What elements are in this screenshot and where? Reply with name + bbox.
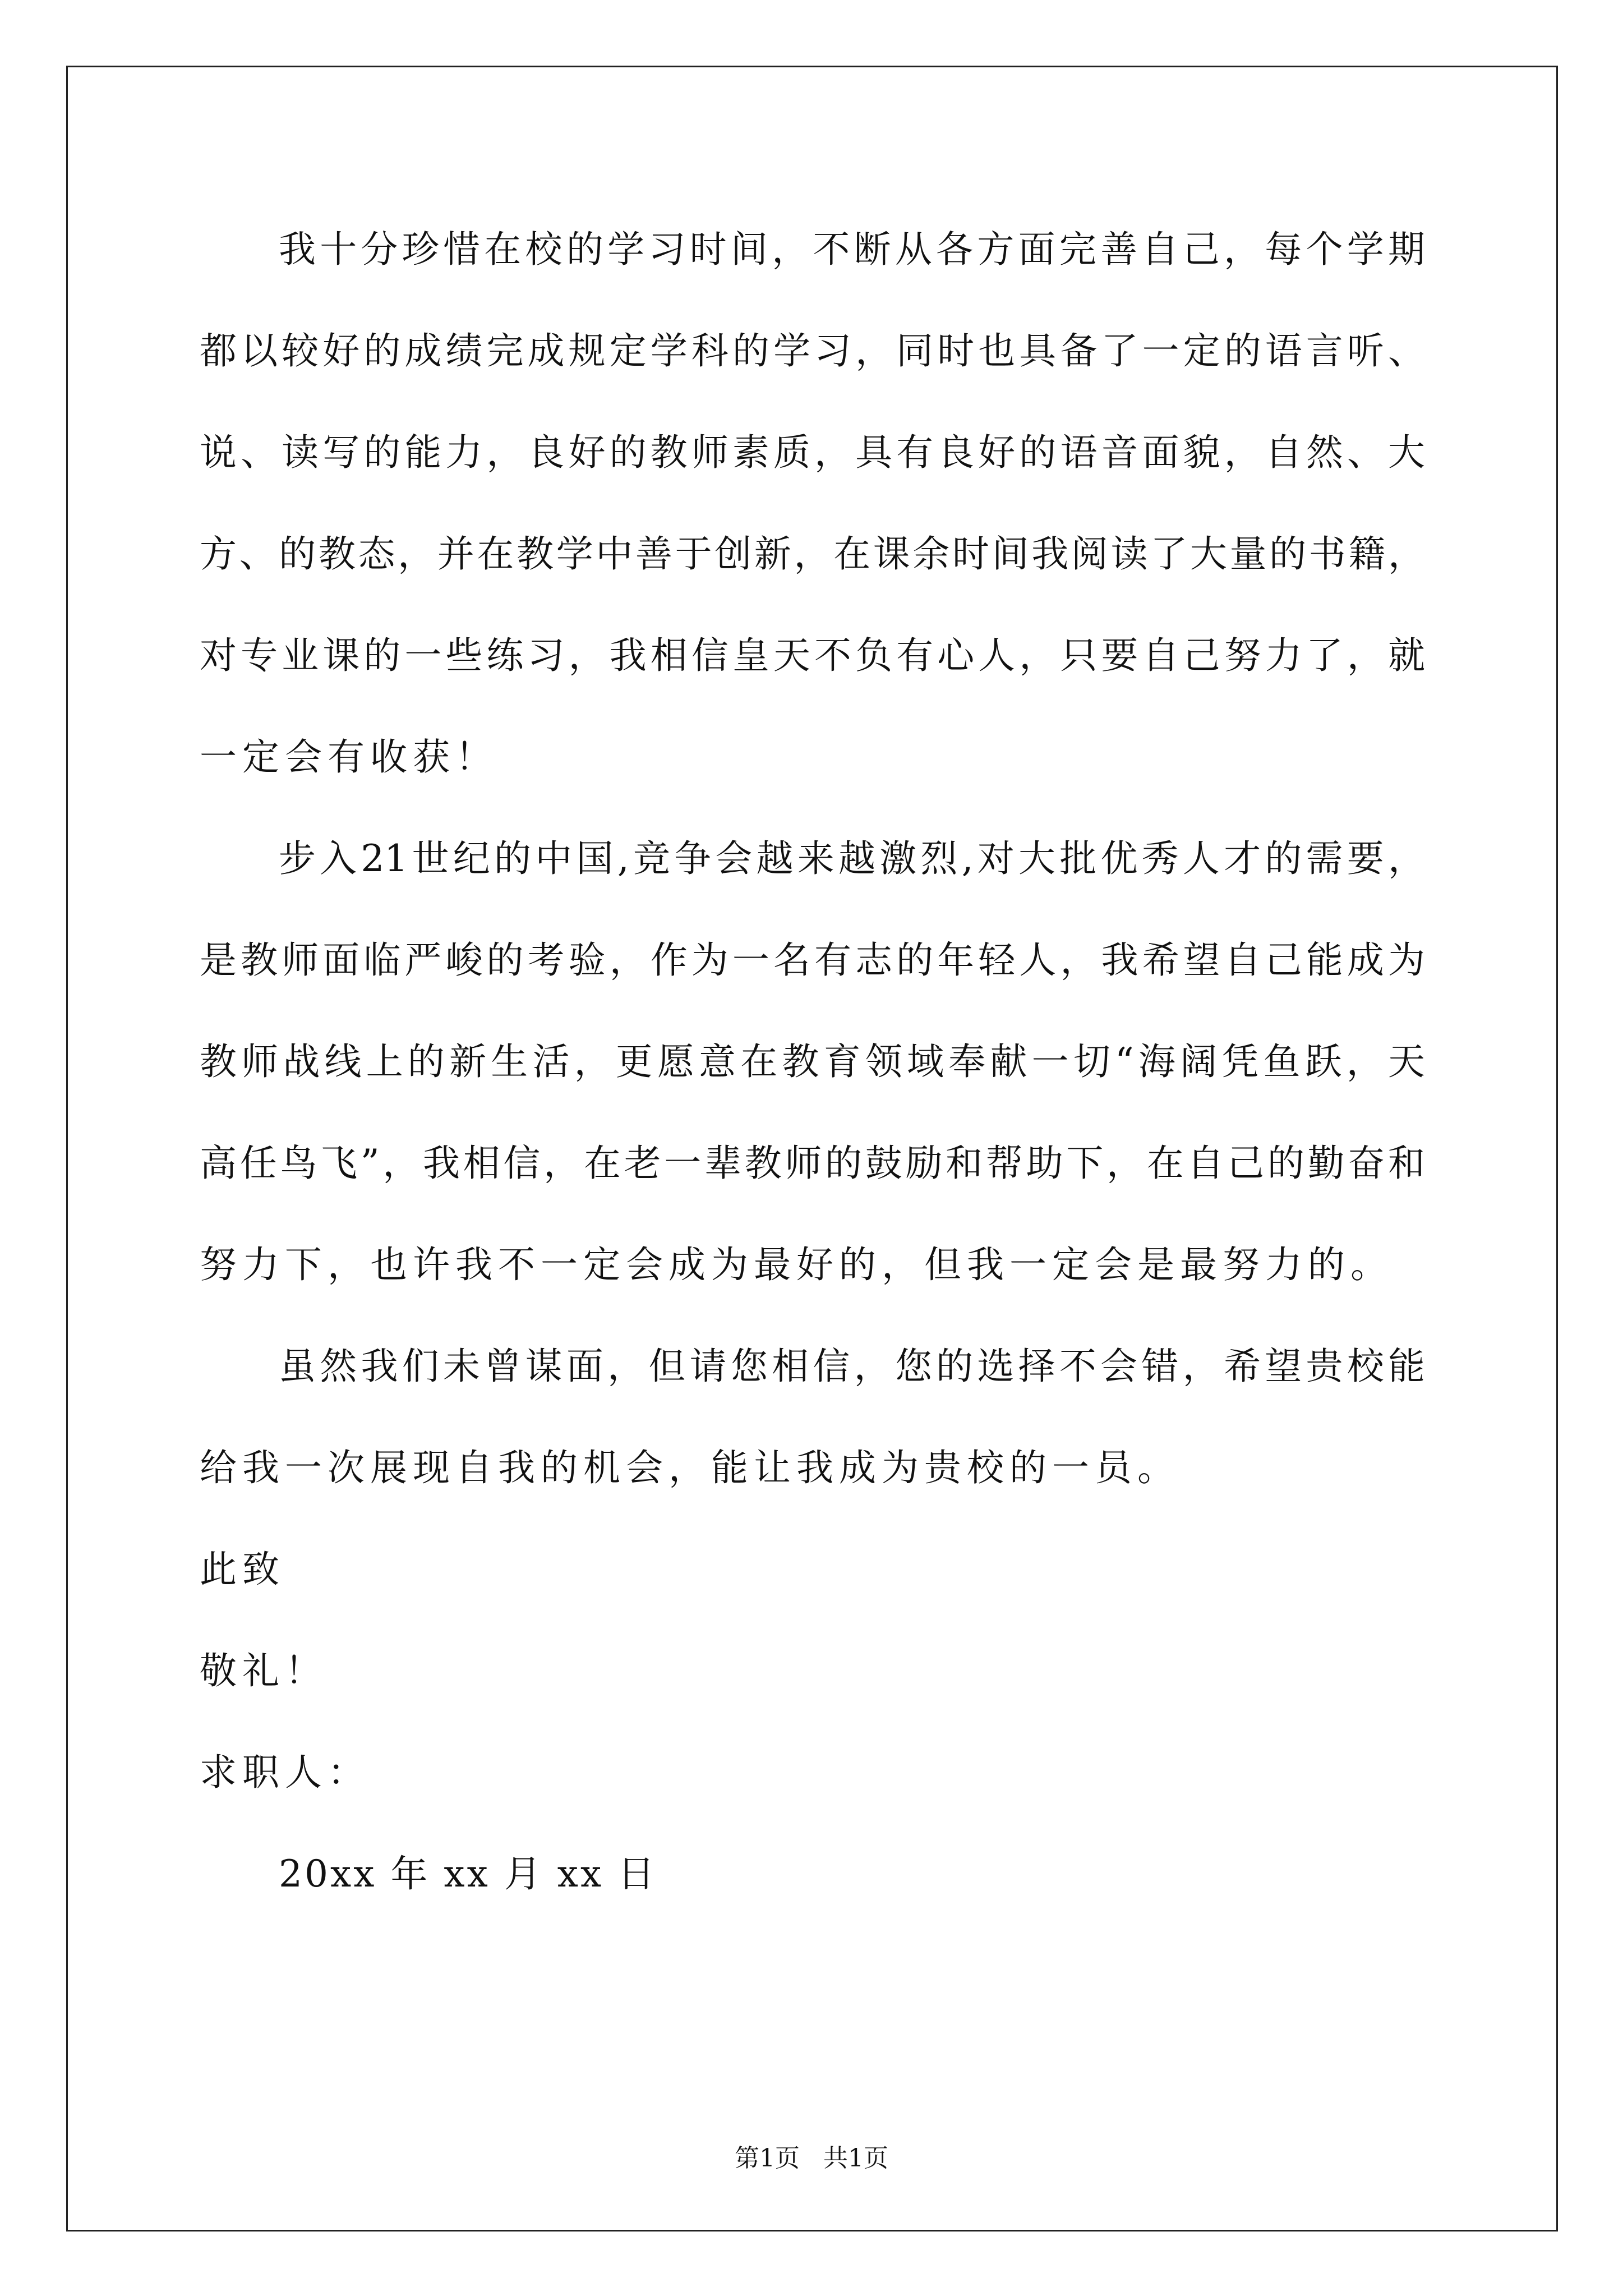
paragraph-1-line-3: 说、读写的能力，良好的教师素质，具有良好的语音面貌，自然、大 — [200, 431, 1425, 474]
paragraph-1-line-5: 对专业课的一些练习，我相信皇天不负有心人，只要自己努力了，就 — [200, 634, 1425, 677]
closing-salutation: 此致 — [200, 1548, 285, 1591]
paragraph-1-line-1: 我十分珍惜在校的学习时间，不断从各方面完善自己，每个学期 — [279, 228, 1425, 271]
paragraph-3-line-2: 给我一次展现自我的机会，能让我成为贵校的一员。 — [200, 1446, 1180, 1489]
signature-label: 求职人： — [200, 1751, 370, 1794]
letter-date: 20xx 年 xx 月 xx 日 — [279, 1852, 657, 1895]
paragraph-2-line-1: 步入21世纪的中国,竞争会越来越激烈,对大批优秀人才的需要， — [279, 837, 1425, 880]
paragraph-1-line-4: 方、的教态，并在教学中善于创新，在课余时间我阅读了大量的书籍， — [200, 532, 1425, 576]
paragraph-2-line-4: 高任鸟飞”，我相信，在老一辈教师的鼓励和帮助下，在自己的勤奋和 — [200, 1142, 1425, 1185]
paragraph-3-line-1: 虽然我们未曾谋面，但请您相信，您的选择不会错，希望贵校能 — [279, 1345, 1425, 1388]
paragraph-1-line-6: 一定会有收获！ — [200, 735, 498, 779]
page-footer: 第1页 共1页 — [735, 2144, 888, 2173]
paragraph-2-line-5: 努力下，也许我不一定会成为最好的，但我一定会是最努力的。 — [200, 1243, 1393, 1286]
paragraph-2-line-2: 是教师面临严峻的考验，作为一名有志的年轻人，我希望自己能成为 — [200, 938, 1425, 982]
paragraph-1-line-2: 都以较好的成绩完成规定学科的学习，同时也具备了一定的语言听、 — [200, 329, 1425, 372]
paragraph-2-line-3: 教师战线上的新生活，更愿意在教育领域奉献一切“海阔凭鱼跃，天 — [200, 1040, 1425, 1083]
closing-regards: 敬礼！ — [200, 1649, 328, 1692]
